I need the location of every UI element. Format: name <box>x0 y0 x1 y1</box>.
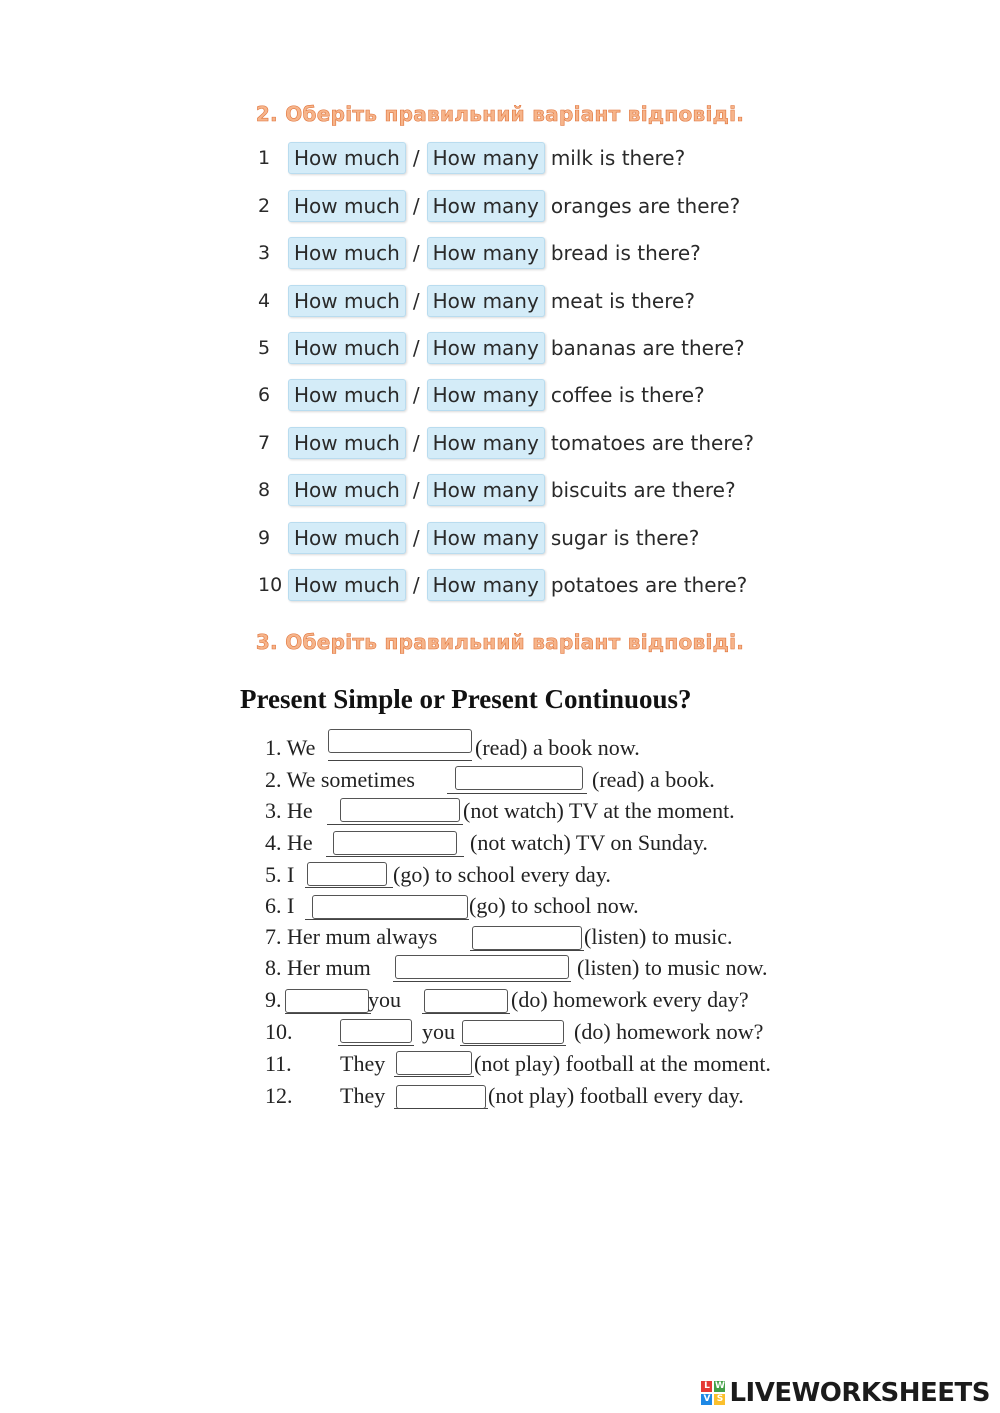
liveworksheets-logo-icon <box>701 1381 725 1405</box>
sentence-3-underline <box>327 824 463 825</box>
option-how-much-button[interactable]: How much <box>288 285 406 317</box>
sentence-1-input[interactable] <box>328 729 472 753</box>
sentence-1-end: (read) a book now. <box>475 735 640 760</box>
option-separator: / <box>412 289 420 313</box>
sentence-9-subject: you <box>368 987 401 1012</box>
sentence-12-input[interactable] <box>396 1085 486 1109</box>
sentence-8-input[interactable] <box>395 955 569 979</box>
sentence-9-number: 9. <box>265 987 282 1012</box>
question-row <box>258 235 701 271</box>
sentence-3-end: (not watch) TV at the moment. <box>463 798 735 823</box>
option-separator: / <box>412 241 420 265</box>
sentence-10-input-2[interactable] <box>462 1020 564 1044</box>
sentence-10-input-1[interactable] <box>340 1019 412 1043</box>
sentence-10-number: 10. <box>265 1019 293 1044</box>
option-separator: / <box>412 478 420 502</box>
sentence-12-subject: They <box>340 1083 386 1108</box>
question-number: 7 <box>258 432 271 454</box>
sentence-9-end: (do) homework every day? <box>511 987 749 1012</box>
logo-tile: L <box>701 1381 712 1392</box>
question-text: bread is there? <box>550 241 701 265</box>
question-number: 4 <box>258 290 271 312</box>
option-how-many-button[interactable]: How many <box>427 142 545 174</box>
option-separator: / <box>412 431 420 455</box>
logo-tile: W <box>714 1381 725 1391</box>
option-separator: / <box>412 526 420 550</box>
question-text: milk is there? <box>550 146 686 170</box>
sentence-7-start: 7. Her mum always <box>265 924 438 949</box>
sentence-12-underline <box>394 1108 488 1109</box>
option-how-much-button[interactable]: How much <box>288 237 406 269</box>
sentence-4-start: 4. He <box>265 830 313 855</box>
option-separator: / <box>412 194 420 218</box>
sentence-11-input[interactable] <box>396 1051 472 1075</box>
option-how-much-button[interactable]: How much <box>288 474 406 506</box>
liveworksheets-brand-text: LIVEWORKSHEETS <box>729 1378 990 1408</box>
question-row <box>258 377 705 413</box>
sentence-6-underline <box>305 919 469 920</box>
sentence-10-end: (do) homework now? <box>574 1019 764 1044</box>
option-separator: / <box>412 336 420 360</box>
question-text: oranges are there? <box>550 194 741 218</box>
option-how-much-button[interactable]: How much <box>288 142 406 174</box>
sentence-9-underline-2 <box>422 1013 510 1014</box>
exercise-3-heading: 3. Оберіть правильний варіант відповіді. <box>255 630 745 654</box>
sentence-11-underline <box>394 1076 474 1077</box>
sentence-2-underline <box>447 793 587 794</box>
exercise-3-title: Present Simple or Present Continuous? <box>240 684 692 714</box>
question-row <box>258 520 699 556</box>
option-separator: / <box>412 573 420 597</box>
sentence-11-subject: They <box>340 1051 386 1076</box>
sentence-5-end: (go) to school every day. <box>393 862 611 887</box>
question-row <box>258 472 736 508</box>
question-number: 6 <box>258 384 271 406</box>
sentence-3-input[interactable] <box>340 798 460 822</box>
question-number: 2 <box>258 195 271 217</box>
sentence-2-end: (read) a book. <box>592 767 715 792</box>
sentence-5-underline <box>305 887 393 888</box>
sentence-2-start: 2. We sometimes <box>265 767 415 792</box>
option-separator: / <box>412 383 420 407</box>
question-row <box>258 330 745 366</box>
sentence-6-start: 6. I <box>265 893 295 918</box>
option-how-much-button[interactable]: How much <box>288 379 406 411</box>
question-row <box>258 283 695 319</box>
option-how-much-button[interactable]: How much <box>288 190 406 222</box>
sentence-3-start: 3. He <box>265 798 313 823</box>
sentence-8-end: (listen) to music now. <box>577 955 768 980</box>
sentence-4-input[interactable] <box>333 831 457 855</box>
exercise-2-heading: 2. Оберіть правильний варіант відповіді. <box>255 102 745 126</box>
sentence-5-start: 5. I <box>265 862 295 887</box>
sentence-11-number: 11. <box>265 1051 292 1076</box>
question-row <box>258 567 747 603</box>
question-number: 1 <box>258 147 271 169</box>
sentence-4-end: (not watch) TV on Sunday. <box>470 830 708 855</box>
logo-tile: S <box>714 1394 725 1405</box>
question-row <box>258 140 685 176</box>
option-how-much-button[interactable]: How much <box>288 427 406 459</box>
sentence-9-input-2[interactable] <box>424 989 508 1013</box>
sentence-6-end: (go) to school now. <box>469 893 639 918</box>
sentence-2-input[interactable] <box>455 766 583 790</box>
question-row <box>258 425 754 461</box>
option-how-many-button[interactable]: How many <box>427 285 545 317</box>
liveworksheets-logo <box>701 1378 990 1408</box>
question-text: bananas are there? <box>550 336 745 360</box>
question-row <box>258 188 740 224</box>
question-text: tomatoes are there? <box>550 431 755 455</box>
option-how-many-button[interactable]: How many <box>427 332 545 364</box>
option-how-many-button[interactable]: How many <box>427 237 545 269</box>
sentence-8-underline <box>393 981 571 982</box>
question-number: 3 <box>258 242 271 264</box>
question-number: 5 <box>258 337 271 359</box>
sentence-12-number: 12. <box>265 1083 293 1108</box>
option-how-many-button[interactable]: How many <box>427 569 545 601</box>
question-number: 10 <box>258 574 283 596</box>
option-how-many-button[interactable]: How many <box>427 522 545 554</box>
sentence-10-underline-2 <box>460 1045 566 1046</box>
sentence-5-input[interactable] <box>307 862 387 886</box>
option-how-much-button[interactable]: How much <box>288 569 406 601</box>
option-how-much-button[interactable]: How much <box>288 522 406 554</box>
option-how-many-button[interactable]: How many <box>427 379 545 411</box>
sentence-9-input-1[interactable] <box>285 989 369 1013</box>
sentence-7-end: (listen) to music. <box>584 924 733 949</box>
option-how-many-button[interactable]: How many <box>427 190 545 222</box>
sentence-10-underline-1 <box>338 1045 414 1046</box>
question-text: meat is there? <box>550 289 695 313</box>
sentence-1-start: 1. We <box>265 735 316 760</box>
question-text: potatoes are there? <box>550 573 748 597</box>
sentence-9-underline-1 <box>285 1013 371 1014</box>
sentence-12-end: (not play) football every day. <box>488 1083 744 1108</box>
sentence-1-underline <box>328 760 472 761</box>
logo-tile: V <box>701 1394 712 1405</box>
sentence-7-underline <box>470 950 584 951</box>
question-text: sugar is there? <box>550 526 700 550</box>
option-how-much-button[interactable]: How much <box>288 332 406 364</box>
question-number: 9 <box>258 527 271 549</box>
question-number: 8 <box>258 479 271 501</box>
option-separator: / <box>412 146 420 170</box>
sentence-7-input[interactable] <box>472 926 582 950</box>
sentence-10-subject: you <box>422 1019 455 1044</box>
sentence-6-input[interactable] <box>312 895 468 919</box>
sentence-4-underline <box>326 856 464 857</box>
option-how-many-button[interactable]: How many <box>427 427 545 459</box>
question-text: biscuits are there? <box>550 478 736 502</box>
sentence-11-end: (not play) football at the moment. <box>474 1051 771 1076</box>
question-text: coffee is there? <box>550 383 705 407</box>
option-how-many-button[interactable]: How many <box>427 474 545 506</box>
sentence-8-start: 8. Her mum <box>265 955 371 980</box>
